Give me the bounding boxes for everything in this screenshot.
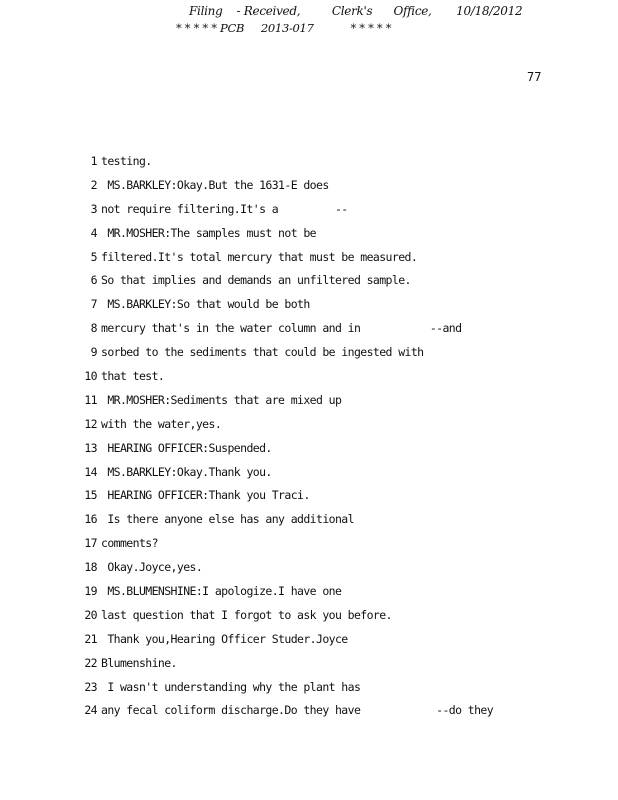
- transcript-line: [0, 631, 618, 655]
- line-number: 13: [84, 440, 97, 455]
- line-text: MR.MOSHER:Sediments that are mixed up: [101, 392, 342, 407]
- line-text: HEARING OFFICER:Suspended.: [101, 440, 272, 455]
- line-text: MS.BLUMENSHINE:I apologize.I have one: [101, 584, 342, 599]
- transcript-line: [0, 416, 618, 440]
- page-number: 77: [527, 70, 542, 84]
- transcript-line: [0, 655, 618, 679]
- line-text: with the water,yes.: [101, 416, 222, 431]
- line-text: that test.: [101, 369, 165, 384]
- line-number: 5: [90, 249, 97, 264]
- transcript-line: [0, 177, 618, 201]
- filing-stamp-line: Filing - Received, Clerk's Office, 10/18/2012: [189, 4, 523, 18]
- line-number: 15: [84, 488, 97, 503]
- transcript-line: [0, 440, 618, 464]
- line-number: 10: [84, 369, 97, 384]
- pcb-case-line: * * * * * PCB 2013-017 * * * * *: [176, 21, 392, 35]
- line-text: MS.BARKLEY:Okay.But the 1631-E does: [101, 177, 329, 192]
- transcript-line: [0, 153, 618, 177]
- transcript-line: [0, 249, 618, 273]
- line-text: Okay.Joyce,yes.: [101, 560, 203, 575]
- line-number: 21: [84, 631, 97, 646]
- line-number: 18: [84, 560, 97, 575]
- line-text: HEARING OFFICER:Thank you Traci.: [101, 488, 310, 503]
- line-text: So that implies and demands an unfiltered sample.: [101, 273, 411, 288]
- transcript-line: [0, 272, 618, 296]
- line-text: MS.BARKLEY:Okay.Thank you.: [101, 464, 272, 479]
- line-text: comments?: [101, 536, 158, 551]
- transcript-line: [0, 392, 618, 416]
- line-number: 17: [84, 536, 97, 551]
- line-number: 22: [84, 655, 97, 670]
- transcript-line: [0, 607, 618, 631]
- transcript-line: [0, 464, 618, 488]
- line-text: Blumenshine.: [101, 655, 177, 670]
- line-number: 23: [84, 679, 97, 694]
- transcript-line: [0, 225, 618, 249]
- transcript-line: [0, 511, 618, 535]
- line-number: 1: [90, 154, 97, 168]
- line-number: 24: [84, 703, 97, 718]
- transcript-line: [0, 201, 618, 225]
- transcript-line: [0, 344, 618, 368]
- line-number: 2: [90, 177, 97, 192]
- line-text: MR.MOSHER:The samples must not be: [101, 225, 317, 240]
- line-number: 16: [84, 512, 97, 527]
- line-text: I wasn't understanding why the plant has: [101, 679, 361, 694]
- line-number: 12: [84, 416, 97, 431]
- transcript-body: [0, 153, 618, 726]
- line-text: MS.BARKLEY:So that would be both: [101, 297, 310, 312]
- transcript-line: [0, 583, 618, 607]
- transcript-line: [0, 320, 618, 344]
- transcript-line: [0, 296, 618, 320]
- transcript-line: [0, 487, 618, 511]
- line-number: 19: [84, 584, 97, 599]
- line-text: not require filtering.It's a --: [101, 201, 348, 216]
- line-number: 8: [90, 321, 97, 336]
- line-text: testing.: [101, 154, 152, 168]
- line-number: 4: [90, 225, 97, 240]
- transcript-line: [0, 535, 618, 559]
- line-text: Thank you,Hearing Officer Studer.Joyce: [101, 631, 348, 646]
- line-text: Is there anyone else has any additional: [101, 512, 354, 527]
- line-text: filtered.It's total mercury that must be measured.: [101, 249, 418, 264]
- line-number: 11: [84, 392, 97, 407]
- transcript-line: [0, 368, 618, 392]
- line-text: mercury that's in the water column and in --and: [101, 321, 462, 336]
- line-text: last question that I forgot to ask you before.: [101, 607, 392, 622]
- transcript-line: [0, 679, 618, 703]
- transcript-line: [0, 559, 618, 583]
- line-number: 14: [84, 464, 97, 479]
- line-number: 20: [84, 607, 97, 622]
- line-number: 9: [90, 345, 97, 360]
- line-number: 7: [90, 297, 97, 312]
- line-number: 3: [90, 201, 97, 216]
- line-text: any fecal coliform discharge.Do they have --do they: [101, 703, 494, 718]
- line-text: sorbed to the sediments that could be ingested with: [101, 345, 424, 360]
- transcript-line: [0, 702, 618, 726]
- line-number: 6: [90, 273, 97, 288]
